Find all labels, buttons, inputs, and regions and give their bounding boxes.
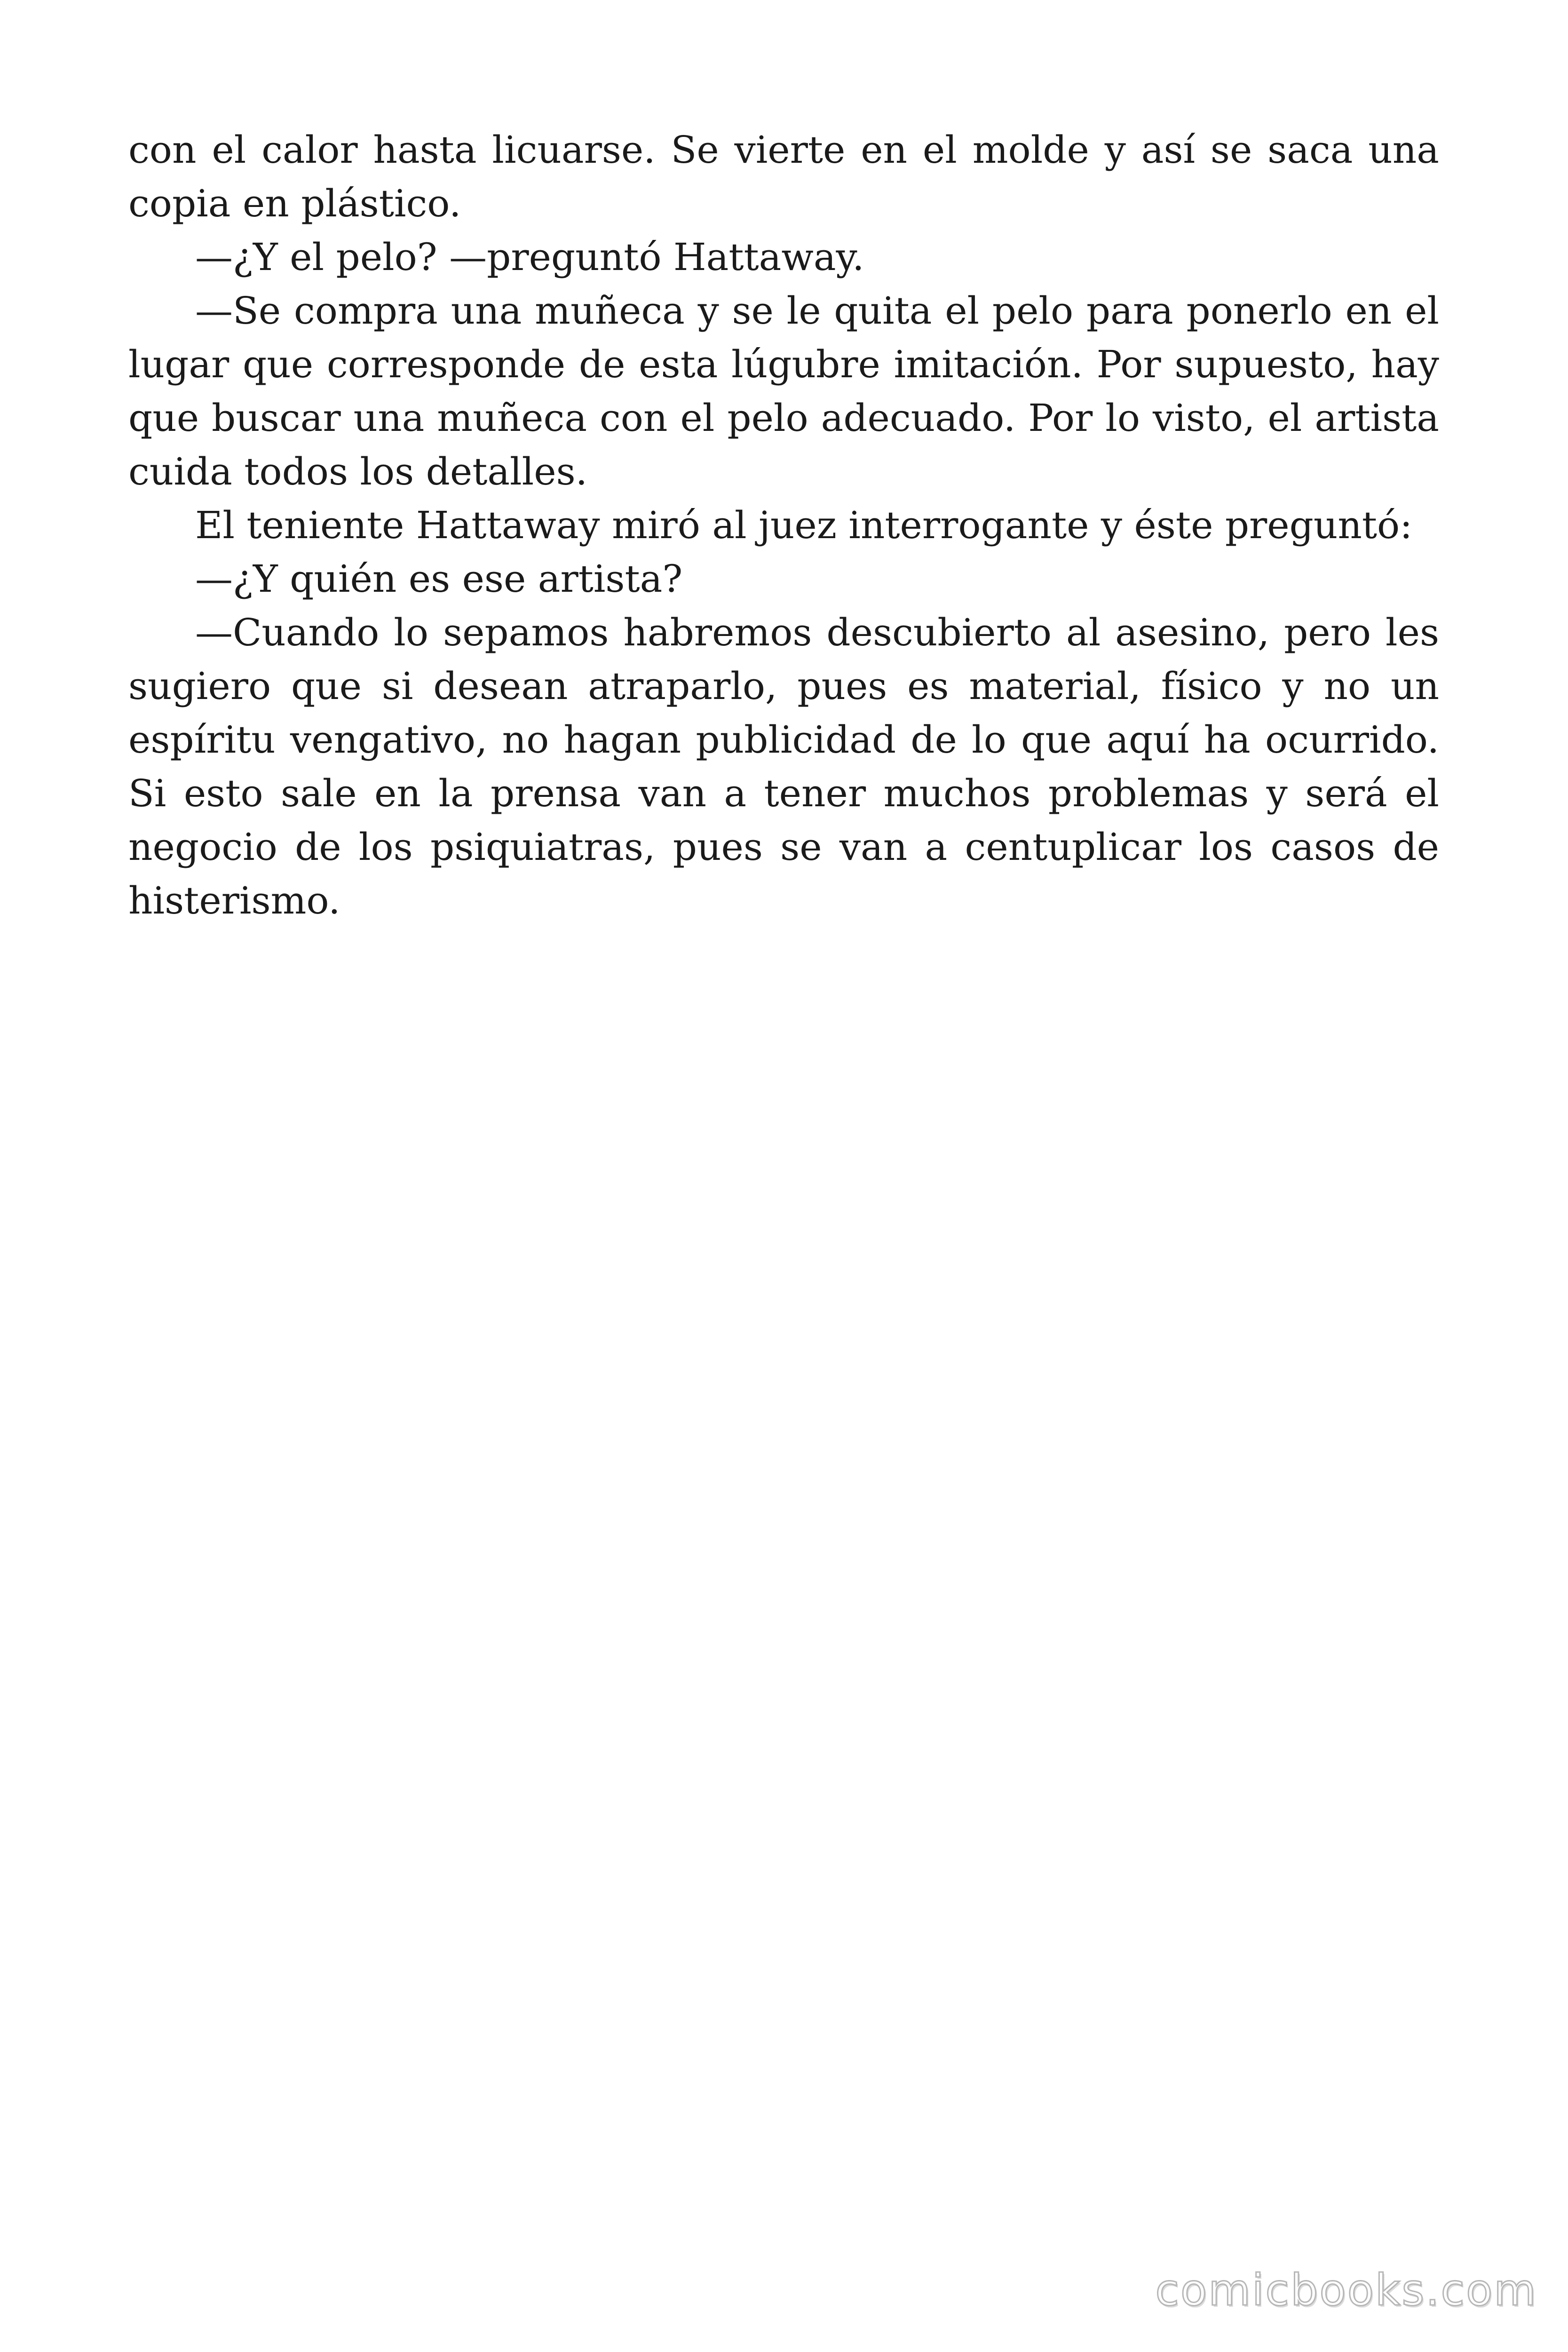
body-text xyxy=(128,123,1439,928)
paragraph-dialogue-pelo: —¿Y el pelo? —preguntó Hattaway. xyxy=(195,235,864,279)
site-watermark: comicbooks.com xyxy=(1155,2265,1537,2315)
paragraph-narration: El teniente Hattaway miró al juez interrogante y éste preguntó: xyxy=(195,503,1413,547)
paragraph-dialogue-artista: —¿Y quién es ese artista? xyxy=(195,557,683,601)
paragraph-continuation: con el calor hasta licuarse. Se vierte en el molde y así se saca una copia en plástico. xyxy=(128,128,1439,225)
paragraph-dialogue-asesino: —Cuando lo sepamos habremos descubierto al asesino, pero les sugiero que si desean atraparlo, pues es material, físico y no un espíritu vengativo, no hagan publicidad de lo que aquí ha ocurrido. Si esto sale en la prensa van a tener muchos problemas y será el negocio de los psiquiatras, pues se van a centuplicar los casos de histerismo. xyxy=(128,611,1439,922)
paragraph-dialogue-muneca: —Se compra una muñeca y se le quita el pelo para ponerlo en el lugar que corresponde de esta lúgubre imitación. Por supuesto, hay que buscar una muñeca con el pelo adecuado. Por lo visto, el artista cuida todos los detalles. xyxy=(128,289,1439,493)
